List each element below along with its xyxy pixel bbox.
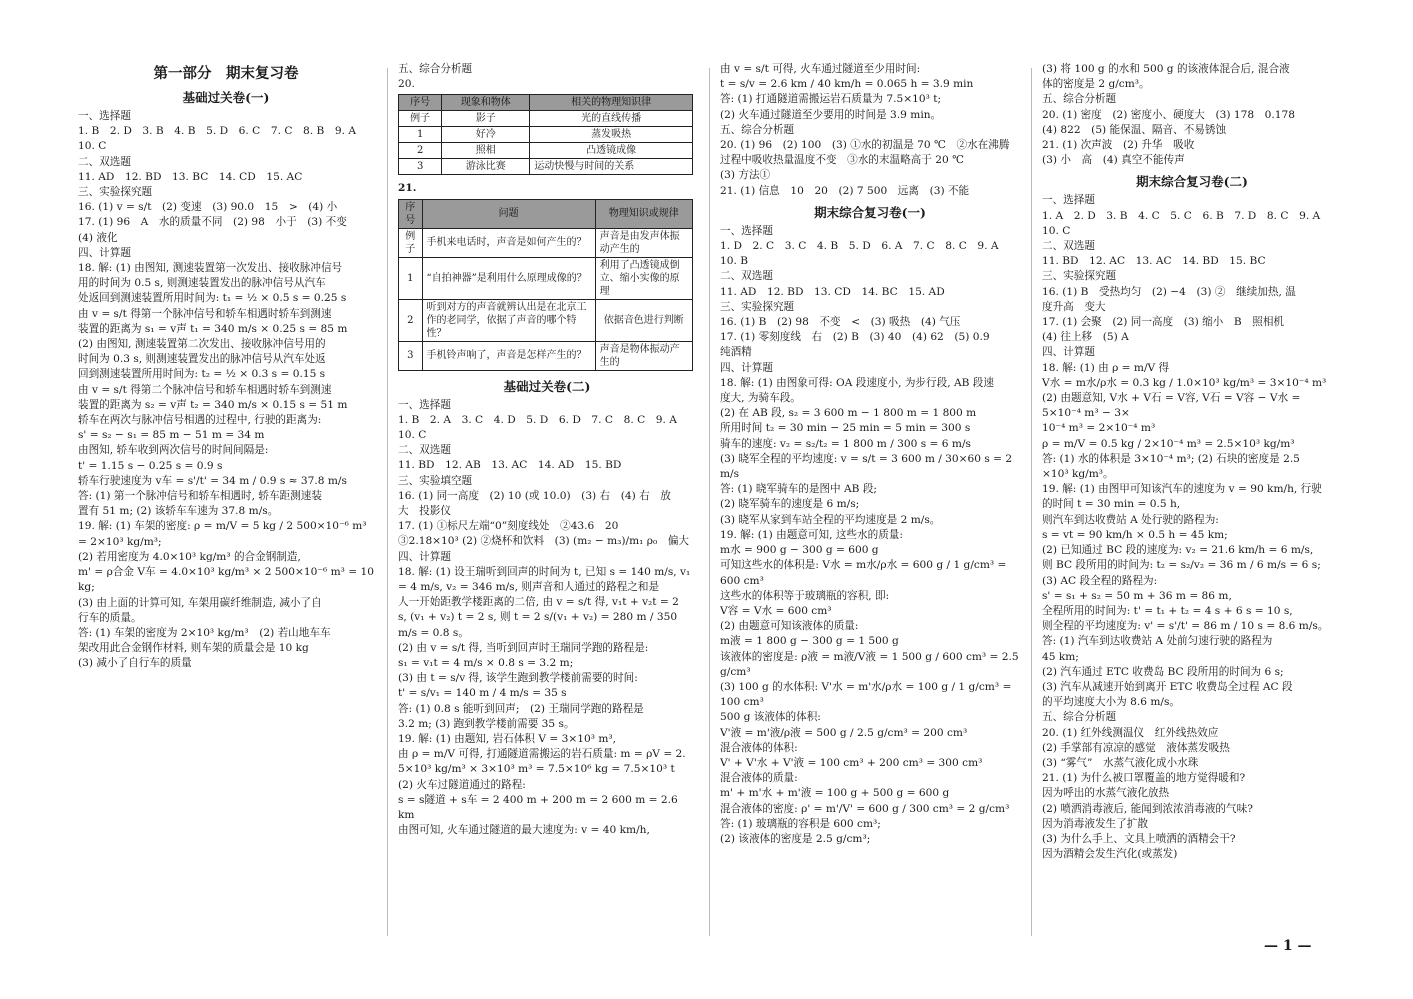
answer-line: 17. (1) 96 A 水的质量不同 (2) 98 小于 (3) 不变 [78,216,347,229]
answer-line: 45 km; [1042,650,1079,663]
answer-lines [1042,62,1342,168]
answer-lines [720,62,1020,199]
table-cell: 3 [399,341,423,370]
answer-line: 四、计算题 [720,361,773,374]
answer-line: 16. (1) B 受热均匀 (2) −4 (3) ② 继续加热, 温 [1042,285,1296,298]
answer-line: 五、综合分析题 [398,63,473,75]
answer-line: 18. 解: (1) 由图知, 测速装置第一次发出、接收脉冲信号 [78,262,343,275]
answer-line: (2) 晓军骑车的速度是 6 m/s; [720,498,860,511]
answer-line: 答: (1) 第一个脉冲信号和轿车相遇时, 轿车距测速装 [78,490,322,503]
answer-line: 18. 解: (1) 由 ρ = m/V 得 [1042,361,1170,374]
table-cell: 2 [399,299,423,341]
answer-line: (2) 由图知, 测速装置第二次发出、接收脉冲信号用的 [78,338,326,351]
table-cell: 照相 [442,143,530,159]
column-2 [398,62,696,839]
answer-lines [398,398,696,839]
table-cell: 运动快慢与时间的关系 [530,159,693,175]
answer-line: V' + V'水 + V'液 = 100 cm³ + 200 cm³ = 300 cm³ [720,756,983,769]
table-cell: 声音是由发声体振动产生的 [595,228,692,257]
answer-line: 时间为 0.3 s, 则测速装置发出的脉冲信号从汽车处返 [78,353,326,366]
answer-line: (3) 由上面的计算可知, 车架用碳纤维制造, 减小了自 [78,596,322,609]
answer-line: 装置的距离为 s₁ = v声 t₁ = 340 m/s × 0.25 s = 85 m [78,322,348,335]
table-cell: 例子 [399,228,423,257]
answer-line: 五、综合分析题 [1042,711,1117,724]
answer-line: 三、实验探究题 [78,186,153,199]
answer-line: 一、选择题 [78,110,131,122]
answer-line: 1. B 2. A 3. C 4. D 5. D 6. D 7. C 8. C 9. A 10. C [398,413,688,442]
table-cell: 影子 [442,111,530,127]
answer-line: 由图可知, 火车通过隧道的最大速度为: v = 40 km/h, [398,824,650,837]
answer-line: 11. BD 12. AB 13. AC 14. AD 15. BD [398,459,622,472]
answer-line: 由 v = s/t 得第一个脉冲信号和轿车相遇时轿车到测速 [78,307,332,320]
answer-line: 答: (1) 车架的密度为 2×10³ kg/m³ (2) 若山地车车 [78,626,331,639]
answer-line: (4) 液化 [78,231,118,244]
answer-line: 轿车行驶速度为 v车 = s'/t' = 34 m / 0.9 s ≈ 37.8 m/s [78,474,347,487]
answer-line: t = s/v = 2.6 km / 40 km/h = 0.065 h = 3.9 min [720,78,974,91]
answer-line: (2) 火车通过隧道至少要用的时间是 3.9 min。 [720,108,942,121]
answer-line: 骑车的速度: v₂ = s₂/t₂ = 1 800 m / 300 s = 6 m/s [720,437,971,450]
answer-line: (2) 该液体的密度是 2.5 g/cm³; [720,832,871,845]
answer-line: 全程所用的时间为: t' = t₁ + t₂ = 4 s + 6 s = 10 s, [1042,604,1293,617]
answer-line: m' = ρ合金 V车 = 4.0×10³ kg/m³ × 2 500×10⁻⁶ m³ = 10 kg; [78,566,374,594]
column-3 [720,62,1020,847]
table-row [399,159,693,175]
answer-line: t' = s/v₁ = 140 m / 4 m/s = 35 s [398,687,567,700]
answer-line: 因为酒精会发生汽化(或蒸发) [1042,848,1178,861]
exam-title: 期末综合复习卷(二) [1136,174,1248,190]
answer-line: 过程中吸收热量温度不变 ③水的末温略高于 20 ℃ [720,154,964,167]
table-cell: 1 [399,127,442,143]
answer-line: (2) 手掌部有凉凉的感觉 液体蒸发吸热 [1042,741,1230,754]
answer-line: s = vt = 90 km/h × 0.5 h = 45 km; [1042,528,1228,541]
answer-line: 11. AD 12. BD 13. BC 14. CD 15. AC [78,170,303,183]
table-row [399,299,693,341]
answer-line: 答: (1) 汽车到达收费站 A 处前匀速行驶的路程为 [1042,635,1273,648]
answer-line: 500 g 该液体的体积: [720,711,821,724]
table-cell: 声音是物体振动产生的 [595,341,692,370]
table-cell: 手机来电话时，声音是如何产生的？ [422,228,595,257]
answer-line: 二、双选题 [1042,240,1095,253]
answer-line: s' = s₂ − s₁ = 85 m − 51 m = 34 m [78,429,265,442]
answer-line: 回到测速装置所用时间为: t₂ = ½ × 0.3 s = 0.15 s [78,368,326,381]
answer-line: 一、选择题 [398,398,451,411]
answer-line: 答: (1) 水的体积是 3×10⁻⁴ m³; (2) 石块的密度是 2.5 [1042,452,1300,465]
answer-line: V容 = V水 = 600 cm³ [720,604,832,617]
answer-line: s₁ = v₁t = 4 m/s × 0.8 s = 3.2 m; [398,657,574,670]
answer-line: ③2.18×10³ (2) ②烧杯和饮料 (3) (m₂ − m₃)/m₁ ρ₀ 偏大 [398,535,690,548]
exam-title: 基础过关卷(一) [182,90,270,105]
answer-line: (4) 822 (5) 能保温、隔音、不易锈蚀 [1042,123,1227,136]
answer-line: 混合液体的质量: [720,772,798,785]
answer-line: t' = 1.15 s − 0.25 s = 0.9 s [78,459,223,472]
table-cell: 依据音色进行判断 [595,299,692,341]
answer-line: 三、实验填空题 [398,474,473,487]
answer-line: 一、选择题 [720,224,773,237]
answer-line: 一、选择题 [1042,194,1095,207]
answer-line: 由图知, 轿车收到两次信号的时间间隔是: [78,444,269,457]
table-cell: 蒸发吸热 [530,127,693,143]
answer-line: 四、计算题 [398,550,451,563]
answer-line: 1. B 2. D 3. B 4. B 5. D 6. C 7. C 8. B 9. A 10. C [78,125,367,153]
knowledge-table [398,94,693,175]
column-4 [1042,62,1342,862]
table-cell: 利用了凸透镜成倒立、缩小实像的原理 [595,257,692,299]
answer-line: (3) 方法① [720,169,771,182]
answer-line: 该液体的密度是: ρ液 = m液/V液 = 1 500 g / 600 cm³ = 2.5 g/cm³ [720,650,1019,678]
answer-lines [1042,193,1342,862]
answer-line: 二、双选题 [398,444,451,457]
answer-line: 行车的质量。 [78,611,142,624]
answer-line: 三、实验探究题 [1042,270,1117,283]
answer-line: 16. (1) B (2) 98 不变 < (3) 吸热 (4) 气压 [720,316,961,329]
table-cell: 光的直线传播 [530,111,693,127]
answer-line: (4) 往上移 (5) A [1042,331,1129,344]
answer-line: 四、计算题 [78,246,131,259]
answer-line: (3) AC 段全程的路程为: [1042,574,1158,587]
answer-line: 18. 解: (1) 设王瑞听到回声的时间为 t, 已知 s = 140 m/s, v₁ [398,565,691,578]
answer-line: (3) 由 t = s/v 得, 该学生跑到教学楼前需要的时间: [398,672,638,685]
answer-line: = 2×10³ kg/m³; [78,535,162,548]
answer-line: 装置的距离为 s₂ = v声 t₂ = 340 m/s × 0.15 s = 51 m [78,398,348,411]
answer-line: 可知这些水的体积是: V水 = m水/ρ水 = 600 g / 1 g/cm³ = 600 cm³ [720,559,1007,587]
answer-line: (3) 汽车从减速开始到离开 ETC 收费岛全过程 AC 段 [1042,680,1293,693]
table-row [399,228,693,257]
table-header-cell: 问题 [422,199,595,228]
answer-line: 答: (1) 晓军骑车的是图中 AB 段; [720,483,877,496]
answer-line: 3.2 m; (3) 跑到教学楼前需要 35 s。 [398,717,575,730]
column-divider [387,68,388,936]
answer-line: m水 = 900 g − 300 g = 600 g [720,544,879,557]
answer-lines [78,109,374,672]
column-divider [1031,68,1032,936]
answer-line: (2) 已知通过 BC 段的速度为: v₂ = 21.6 km/h = 6 m/s, [1042,544,1314,557]
answer-line: ×10³ kg/m³。 [1042,468,1114,481]
answer-line: (3) 为什么手上、文具上喷洒的酒精会干? [1042,832,1236,845]
answer-line: m液 = 1 800 g − 300 g = 1 500 g [720,635,899,648]
answer-line: 这些水的体积等于玻璃瓶的容积, 即: [720,589,890,602]
answer-line: 混合液体的密度: ρ' = m'/V' = 600 g / 300 cm³ = 2 g/cm³ [720,802,1010,815]
answer-line: 19. 解: (1) 车架的密度: ρ = m/V = 5 kg / 2 500×10⁻⁶ m³ [78,520,367,533]
answer-line: = 4 m/s, v₂ = 346 m/s, 则声音和人通过的路程之和是 [398,581,660,594]
answer-line: 11. BD 12. AC 13. AC 14. BD 15. BC [1042,255,1266,268]
answer-line: 处返回到测速装置所用时间为: t₁ = ½ × 0.5 s = 0.25 s [78,292,347,305]
answer-line: 则汽车到达收费站 A 处行驶的路程为: [1042,513,1219,526]
answer-line: 五、综合分析题 [1042,93,1117,106]
answer-line: 纯酒精 [720,346,752,359]
answer-line: s' = s₁ + s₂ = 50 m + 36 m = 86 m, [1042,589,1232,602]
answer-line: 人一开始距教学楼距离的二倍, 由 v = s/t 得, v₁t + v₂t = 2 [398,596,679,609]
answer-line: 则全程的平均速度为: v' = s'/t' = 86 m / 10 s = 8.6 m/s。 [1042,620,1329,633]
answer-line: 因为消毒液发生了扩散 [1042,817,1148,830]
answer-line: 轿车在两次与脉冲信号相遇的过程中, 行驶的距离为: [78,414,322,427]
answer-line: 度升高 变大 [1042,300,1106,313]
answer-line: 的平均速度大小为 8.6 m/s。 [1042,696,1180,709]
answer-lines [398,62,696,92]
answer-line: 混合液体的体积: [720,741,798,754]
answer-line: 1. A 2. D 3. B 4. C 5. C 6. B 7. D 8. C 9. A 10. C [1042,209,1331,237]
answer-line: 21. (1) 为什么被口罩覆盖的地方觉得暖和? [1042,772,1246,785]
answer-line: 17. (1) 零刻度线 右 (2) B (3) 40 (4) 62 (5) 0.9 [720,331,990,344]
column-divider [709,68,710,936]
table-row [399,341,693,370]
table-row [399,143,693,159]
table-row [399,257,693,299]
answer-line: 答: (1) 玻璃瓶的容积是 600 cm³; [720,817,881,830]
answer-line: 答: (1) 打通隧道需搬运岩石质量为 7.5×10³ t; [720,93,942,106]
page-number: — 1 — [1264,938,1312,954]
exam-title: 期末综合复习卷(一) [814,204,926,220]
answer-line: 所用时间 t₂ = 30 min − 25 min = 5 min = 300 s [720,422,971,435]
answer-line: 因为呼出的水蒸气液化放热 [1042,787,1170,800]
question-table [398,199,693,371]
answer-line: (2) 由 v = s/t 得, 当听到回声时王瑞同学跑的路程是: [398,641,649,654]
answer-line: 18. 解: (1) 由图象可得: OA 段速度小, 为步行段, AB 段速 [720,376,994,389]
answer-line: 19. 解: (1) 由图甲可知该汽车的速度为 v = 90 km/h, 行驶 [1042,483,1322,496]
answer-line: 由 ρ = m/V 可得, 打通隧道需搬运的岩石质量: m = ρV = 2. [398,748,686,761]
answer-line: 17. (1) ①标尺左端“0”刻度线处 ②43.6 20 [398,520,619,533]
answer-line: 的时间 t = 30 min = 0.5 h, [1042,498,1181,511]
answer-line: 17. (1) 会聚 (2) 同一高度 (3) 缩小 B 照相机 [1042,316,1285,329]
column-1 [78,62,374,672]
answer-line: 20. (1) 红外线测温仪 红外线热效应 [1042,726,1219,739]
answer-line: 大 投影仪 [398,505,451,518]
table-cell: 3 [399,159,442,175]
answer-line: 19. 解: (1) 由题意可知, 这些水的质量: [720,528,903,541]
answer-line: 度大, 为骑车段。 [720,392,801,405]
answer-line: (3) 晓军从家到车站全程的平均速度是 2 m/s。 [720,513,941,526]
answer-line: 则 BC 段所用的时间为: t₂ = s₂/v₂ = 36 m / 6 m/s = 6 s; [1042,559,1321,572]
answer-line: 四、计算题 [1042,346,1095,359]
answer-line: (2) 在 AB 段, s₂ = 3 600 m − 1 800 m = 1 800 m [720,407,977,420]
answer-line: 五、综合分析题 [720,123,795,136]
answer-line: 架改用此合金钢作材料, 则车架的质量会是 10 kg [78,642,309,655]
answer-line: 10⁻⁴ m³ = 2×10⁻⁴ m³ [1042,422,1156,435]
table-cell: 2 [399,143,442,159]
answer-line: (2) 若用密度为 4.0×10³ kg/m³ 的合金钢制造, [78,550,301,563]
answer-line: 19. 解: (1) 由题知, 岩石体积 V = 3×10³ m³, [398,733,617,746]
answer-line: (3) 100 g 的水体积: V'水 = m'水/ρ水 = 100 g / 1 g/cm³ = 100 cm³ [720,680,1012,709]
answer-line: 21. (1) 次声波 (2) 升华 吸收 [1042,139,1195,152]
answer-line: 置有 51 m; (2) 该轿车车速为 37.8 m/s。 [78,505,279,518]
table-header-cell: 相关的物理知识律 [530,95,693,111]
answer-line: V水 = m水/ρ水 = 0.3 kg / 1.0×10³ kg/m³ = 3×10⁻⁴ m³ [1042,376,1327,389]
table-cell: 游泳比赛 [442,159,530,175]
exam-title: 基础过关卷(二) [503,378,591,394]
answer-line: 体的密度是 2 g/cm³。 [1042,78,1150,91]
answer-lines [720,224,1020,847]
answer-line: 11. AD 12. BD 13. CD 14. BC 15. AD [720,285,945,298]
answer-line: 由 v = s/t 得第二个脉冲信号和轿车相遇时轿车到测速 [78,383,332,396]
answer-line: V'液 = m'液/ρ液 = 500 g / 2.5 g/cm³ = 200 cm³ [720,726,968,739]
answer-line: 20. (1) 密度 (2) 密度小、硬度大 (3) 178 0.178 [1042,108,1296,121]
answer-line: (2) 由题意可知该液体的质量: [720,620,859,633]
table-header-cell: 序号 [399,199,423,228]
answer-line: (3) 小 高 (4) 真空不能传声 [1042,154,1185,167]
answer-line: 用的时间为 0.5 s, 则测速装置发出的脉冲信号从汽车 [78,277,326,290]
table-cell: 1 [399,257,423,299]
question-label: 21. [398,182,417,195]
table-header-cell: 物理知识或规律 [595,199,692,228]
answer-line: 答: (1) 0.8 s 能听到回声; (2) 王瑞同学跑的路程是 [398,702,644,715]
part-title: 第一部分 期末复习卷 [153,65,299,82]
table-header-cell: 序号 [399,95,442,111]
answer-line: 二、双选题 [78,155,131,168]
answer-line: 16. (1) v = s/t (2) 变速 (3) 90.0 15 > (4) 小 [78,201,338,214]
table-row [399,111,693,127]
table-cell: “自拍神器”是利用什么原理成像的？ [422,257,595,299]
answer-line: 二、双选题 [720,270,773,283]
table-cell: 例子 [399,111,442,127]
answer-line: (3) 减小了自行车的质量 [78,657,192,670]
answer-line: 1. D 2. C 3. C 4. B 5. D 6. A 7. C 8. C 9. A 10. B [720,240,1010,268]
table-cell: 手机铃声响了，声音是怎样产生的？ [422,341,595,370]
answer-line: m' + m'水 + m'液 = 100 g + 500 g = 600 g [720,787,950,800]
answer-line: (2) 汽车通过 ETC 收费岛 BC 段所用的时间为 6 s; [1042,665,1284,678]
answer-line: 21. (1) 信息 10 20 (2) 7 500 远离 (3) 不能 [720,184,970,197]
answer-line: (3) 将 100 g 的水和 500 g 的该液体混合后, 混合液 [1042,63,1290,75]
answer-line: 三、实验探究题 [720,300,795,313]
answer-line: 20. (1) 96 (2) 100 (3) ①水的初温是 70 ℃ ②水在沸腾 [720,139,1010,152]
answer-line: (3) “雾气” 水蒸气液化成小水珠 [1042,756,1199,769]
table-cell: 凸透镜成像 [530,143,693,159]
answer-line: (2) 喷洒消毒液后, 能闻到浓浓消毒液的气味? [1042,802,1253,815]
answer-line: ρ = m/V = 0.5 kg / 2×10⁻⁴ m³ = 2.5×10³ kg/m³ [1042,437,1295,450]
answer-line: 5×10³ kg/m³ × 3×10³ m³ = 7.5×10⁶ kg = 7.5×10³ t [398,763,675,776]
answer-line: 16. (1) 同一高度 (2) 10 (或 10.0) (3) 右 (4) 右 放 [398,489,671,502]
answer-line: (2) 火车过隧道通过的路程: [398,778,526,791]
answer-line: s = s隧道 + s车 = 2 400 m + 200 m = 2 600 m = 2.6 km [398,793,678,822]
answer-line: 由 v = s/t 可得, 火车通过隧道至少用时间: [720,63,921,75]
table-header-cell: 现象和物体 [442,95,530,111]
table-cell: 听到对方的声音就辨认出是在北京工作的老同学，依据了声音的哪个特性？ [422,299,595,341]
answer-line: (3) 晓军全程的平均速度: v = s/t = 3 600 m / 30×60 s = 2 m/s [720,452,1013,481]
answer-line: 20. [398,78,415,91]
answer-line: s, (v₁ + v₂) t = 2 s, 则 t = 2 s/(v₁ + v₂) = 280 m / 350 m/s = 0.8 s。 [398,611,678,639]
table-row [399,127,693,143]
table-cell: 好冷 [442,127,530,143]
answer-line: (2) 由题意知, V水 + V石 = V容, V石 = V容 − V水 = 5×10⁻⁴ m³ − 3× [1042,392,1301,420]
